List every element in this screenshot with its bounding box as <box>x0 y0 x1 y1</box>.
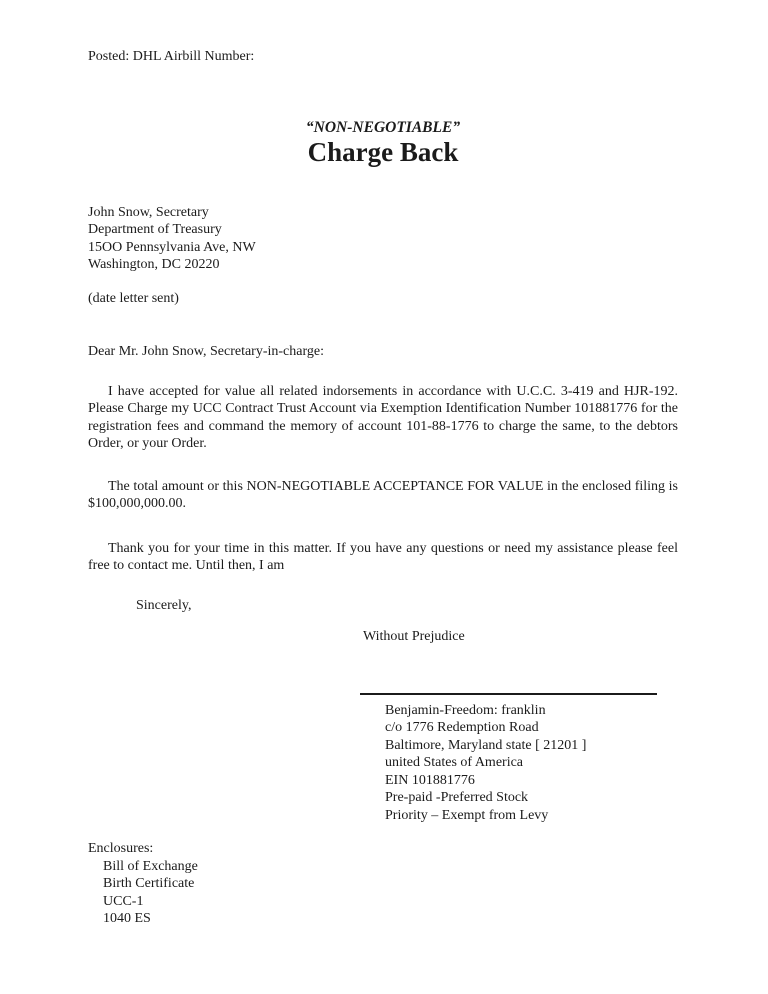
enclosures-list <box>103 858 678 928</box>
signer-street: c/o 1776 Redemption Road <box>385 720 539 735</box>
enclosure-item-bill-of-exchange: Bill of Exchange <box>103 858 198 874</box>
signer-city: Baltimore, Maryland state [ 21201 ] <box>385 737 587 753</box>
recipient-street: 15OO Pennsylvania Ave, NW <box>88 239 256 255</box>
enclosure-item-birth-certificate: Birth Certificate <box>103 876 195 891</box>
body-paragraph-2: The total amount or this NON-NEGOTIABLE ACCEPTANCE FOR VALUE in the enclosed filing is $100,000,000.00. <box>88 478 678 511</box>
signer-name: Benjamin-Freedom: franklin <box>385 702 546 718</box>
posted-airbill-line: Posted: DHL Airbill Number: <box>88 49 255 64</box>
body-paragraph-1: I have accepted for value all related indorsements in accordance with U.C.C. 3-419 and HJR-192. Please Charge my UCC Contract Trust Account via Exemption Identification Number 101881776 for the registration fees and command the memory of account 101-88-1776 to charge the same, to the debtors Order, or your Order. <box>88 383 678 451</box>
enclosures-section <box>88 840 678 928</box>
enclosure-item-ucc-1: UCC-1 <box>103 893 144 909</box>
page-title: Charge Back <box>307 136 459 167</box>
recipient-name: John Snow, Secretary <box>88 204 209 220</box>
non-negotiable-subtitle: “NON-NEGOTIABLE” <box>305 118 461 136</box>
salutation: Dear Mr. John Snow, Secretary-in-charge: <box>88 344 324 359</box>
without-prejudice-annotation: Without Prejudice <box>363 629 465 644</box>
body-paragraph-3: Thank you for your time in this matter. If you have any questions or need my assistance please feel free to contact me. Until then, I am <box>88 540 678 573</box>
date-placeholder: (date letter sent) <box>88 290 179 306</box>
recipient-address-block <box>88 204 678 274</box>
recipient-department: Department of Treasury <box>88 222 222 237</box>
signer-prepaid-note: Pre-paid -Preferred Stock <box>385 790 529 805</box>
closing-sincerely: Sincerely, <box>136 597 192 613</box>
recipient-city: Washington, DC 20220 <box>88 257 220 272</box>
signer-ein: EIN 101881776 <box>385 772 475 788</box>
enclosure-item-1040-es: 1040 ES <box>103 911 151 926</box>
signature-line <box>360 693 657 695</box>
signature-block <box>385 702 678 825</box>
signer-country: united States of America <box>385 755 524 770</box>
signer-priority-note: Priority – Exempt from Levy <box>385 807 549 823</box>
enclosures-label: Enclosures: <box>88 841 154 856</box>
